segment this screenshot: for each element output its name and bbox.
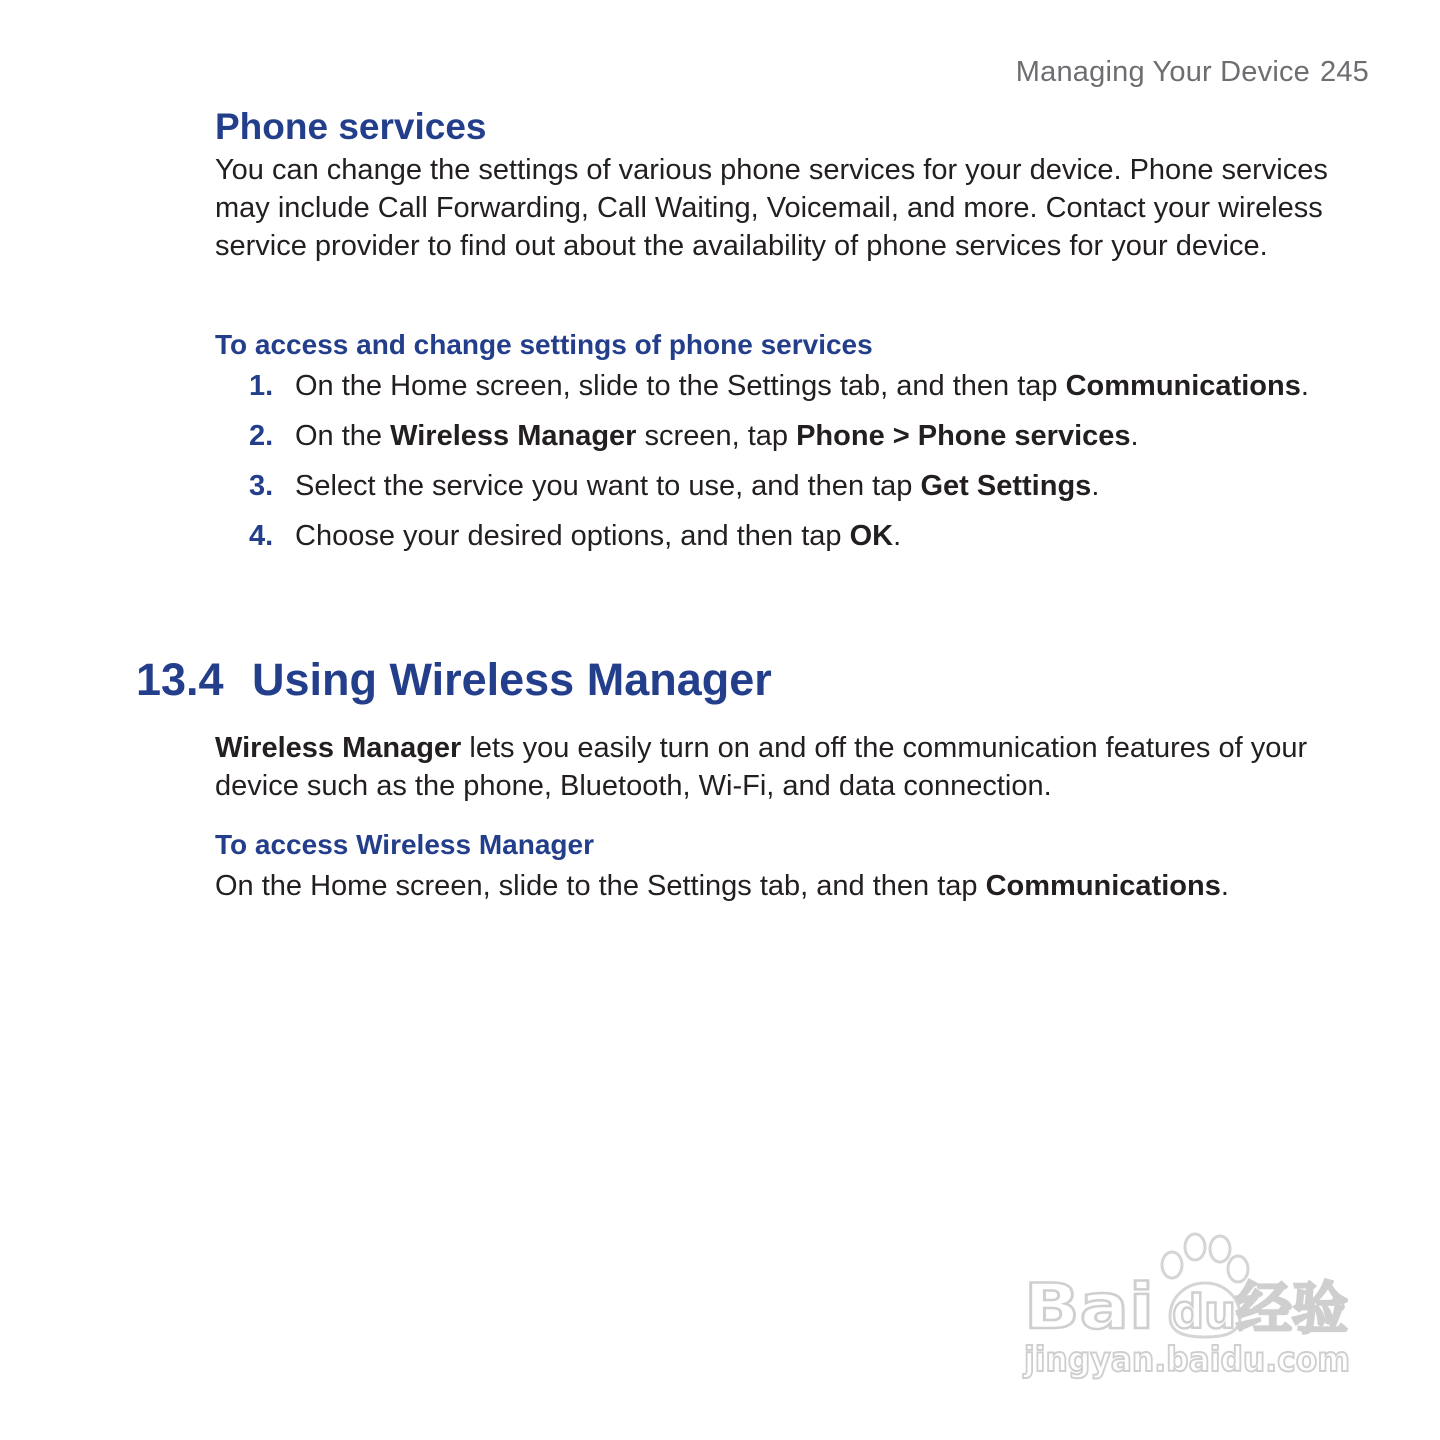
step-number: 2.	[249, 420, 274, 452]
step-bold: Wireless Manager	[390, 420, 637, 452]
step-number: 4.	[249, 520, 274, 552]
step-text: Choose your desired options, and then tap	[295, 520, 850, 552]
step-bold: OK	[849, 520, 894, 552]
step-bold: Communications	[1065, 370, 1301, 402]
wireless-manager-procedure-title: To access Wireless Manager	[215, 829, 594, 860]
wireless-manager-access-end: .	[1220, 870, 1229, 902]
phone-services-steps	[215, 367, 1345, 567]
watermark-brand-suffix: du	[1172, 1285, 1236, 1339]
chapter-heading	[136, 654, 772, 706]
phone-services-procedure-title: To access and change settings of phone services	[215, 329, 873, 360]
wireless-manager-intro	[215, 729, 1345, 805]
step-text-end: .	[1300, 370, 1309, 402]
step-text-middle: screen, tap	[636, 420, 797, 452]
wireless-manager-access-text: On the Home screen, slide to the Settings tab, and then tap	[215, 870, 986, 902]
step-1	[215, 367, 1345, 405]
step-text: Select the service you want to use, and then tap	[295, 470, 921, 502]
running-header	[1016, 56, 1369, 89]
wireless-manager-access	[215, 867, 1345, 905]
step-text: On the	[295, 420, 391, 452]
step-text-end: .	[893, 520, 902, 552]
watermark-brand: Bai	[1024, 1270, 1154, 1343]
step-text-end: .	[1091, 470, 1100, 502]
step-2	[215, 417, 1345, 455]
step-text: On the Home screen, slide to the Settings tab, and then tap	[295, 370, 1066, 402]
watermark-brand-cn: 经验	[1236, 1277, 1348, 1342]
wireless-manager-intro-bold: Wireless Manager	[215, 732, 462, 764]
step-bold-2: Phone > Phone services	[796, 420, 1131, 452]
step-number: 1.	[249, 370, 274, 402]
running-header-section: Managing Your Device	[1015, 56, 1310, 88]
step-3	[215, 467, 1345, 505]
step-number: 3.	[249, 470, 274, 502]
watermark-url: jingyan.baidu.com	[1022, 1340, 1350, 1380]
phone-services-intro: You can change the settings of various phone services for your device. Phone services may include Call Forwarding, Call Waiting, Voicemail, and more. Contact your wireless service provider to find out about the availability of phone services for your device.	[215, 154, 1328, 262]
wireless-manager-access-bold: Communications	[985, 870, 1221, 902]
step-bold: Get Settings	[920, 470, 1092, 502]
chapter-number: 13.4	[136, 654, 224, 705]
wireless-manager-intro-text: lets you easily turn on and off the communication features of your device such as the phone, Bluetooth, Wi-Fi, and data connection.	[215, 732, 1308, 802]
page-number: 245	[1320, 56, 1369, 88]
step-4	[215, 517, 1345, 555]
chapter-title: Using Wireless Manager	[252, 654, 772, 705]
baidu-jingyan-watermark	[1020, 1225, 1360, 1385]
phone-services-title: Phone services	[215, 106, 487, 147]
step-text-end: .	[1130, 420, 1139, 452]
